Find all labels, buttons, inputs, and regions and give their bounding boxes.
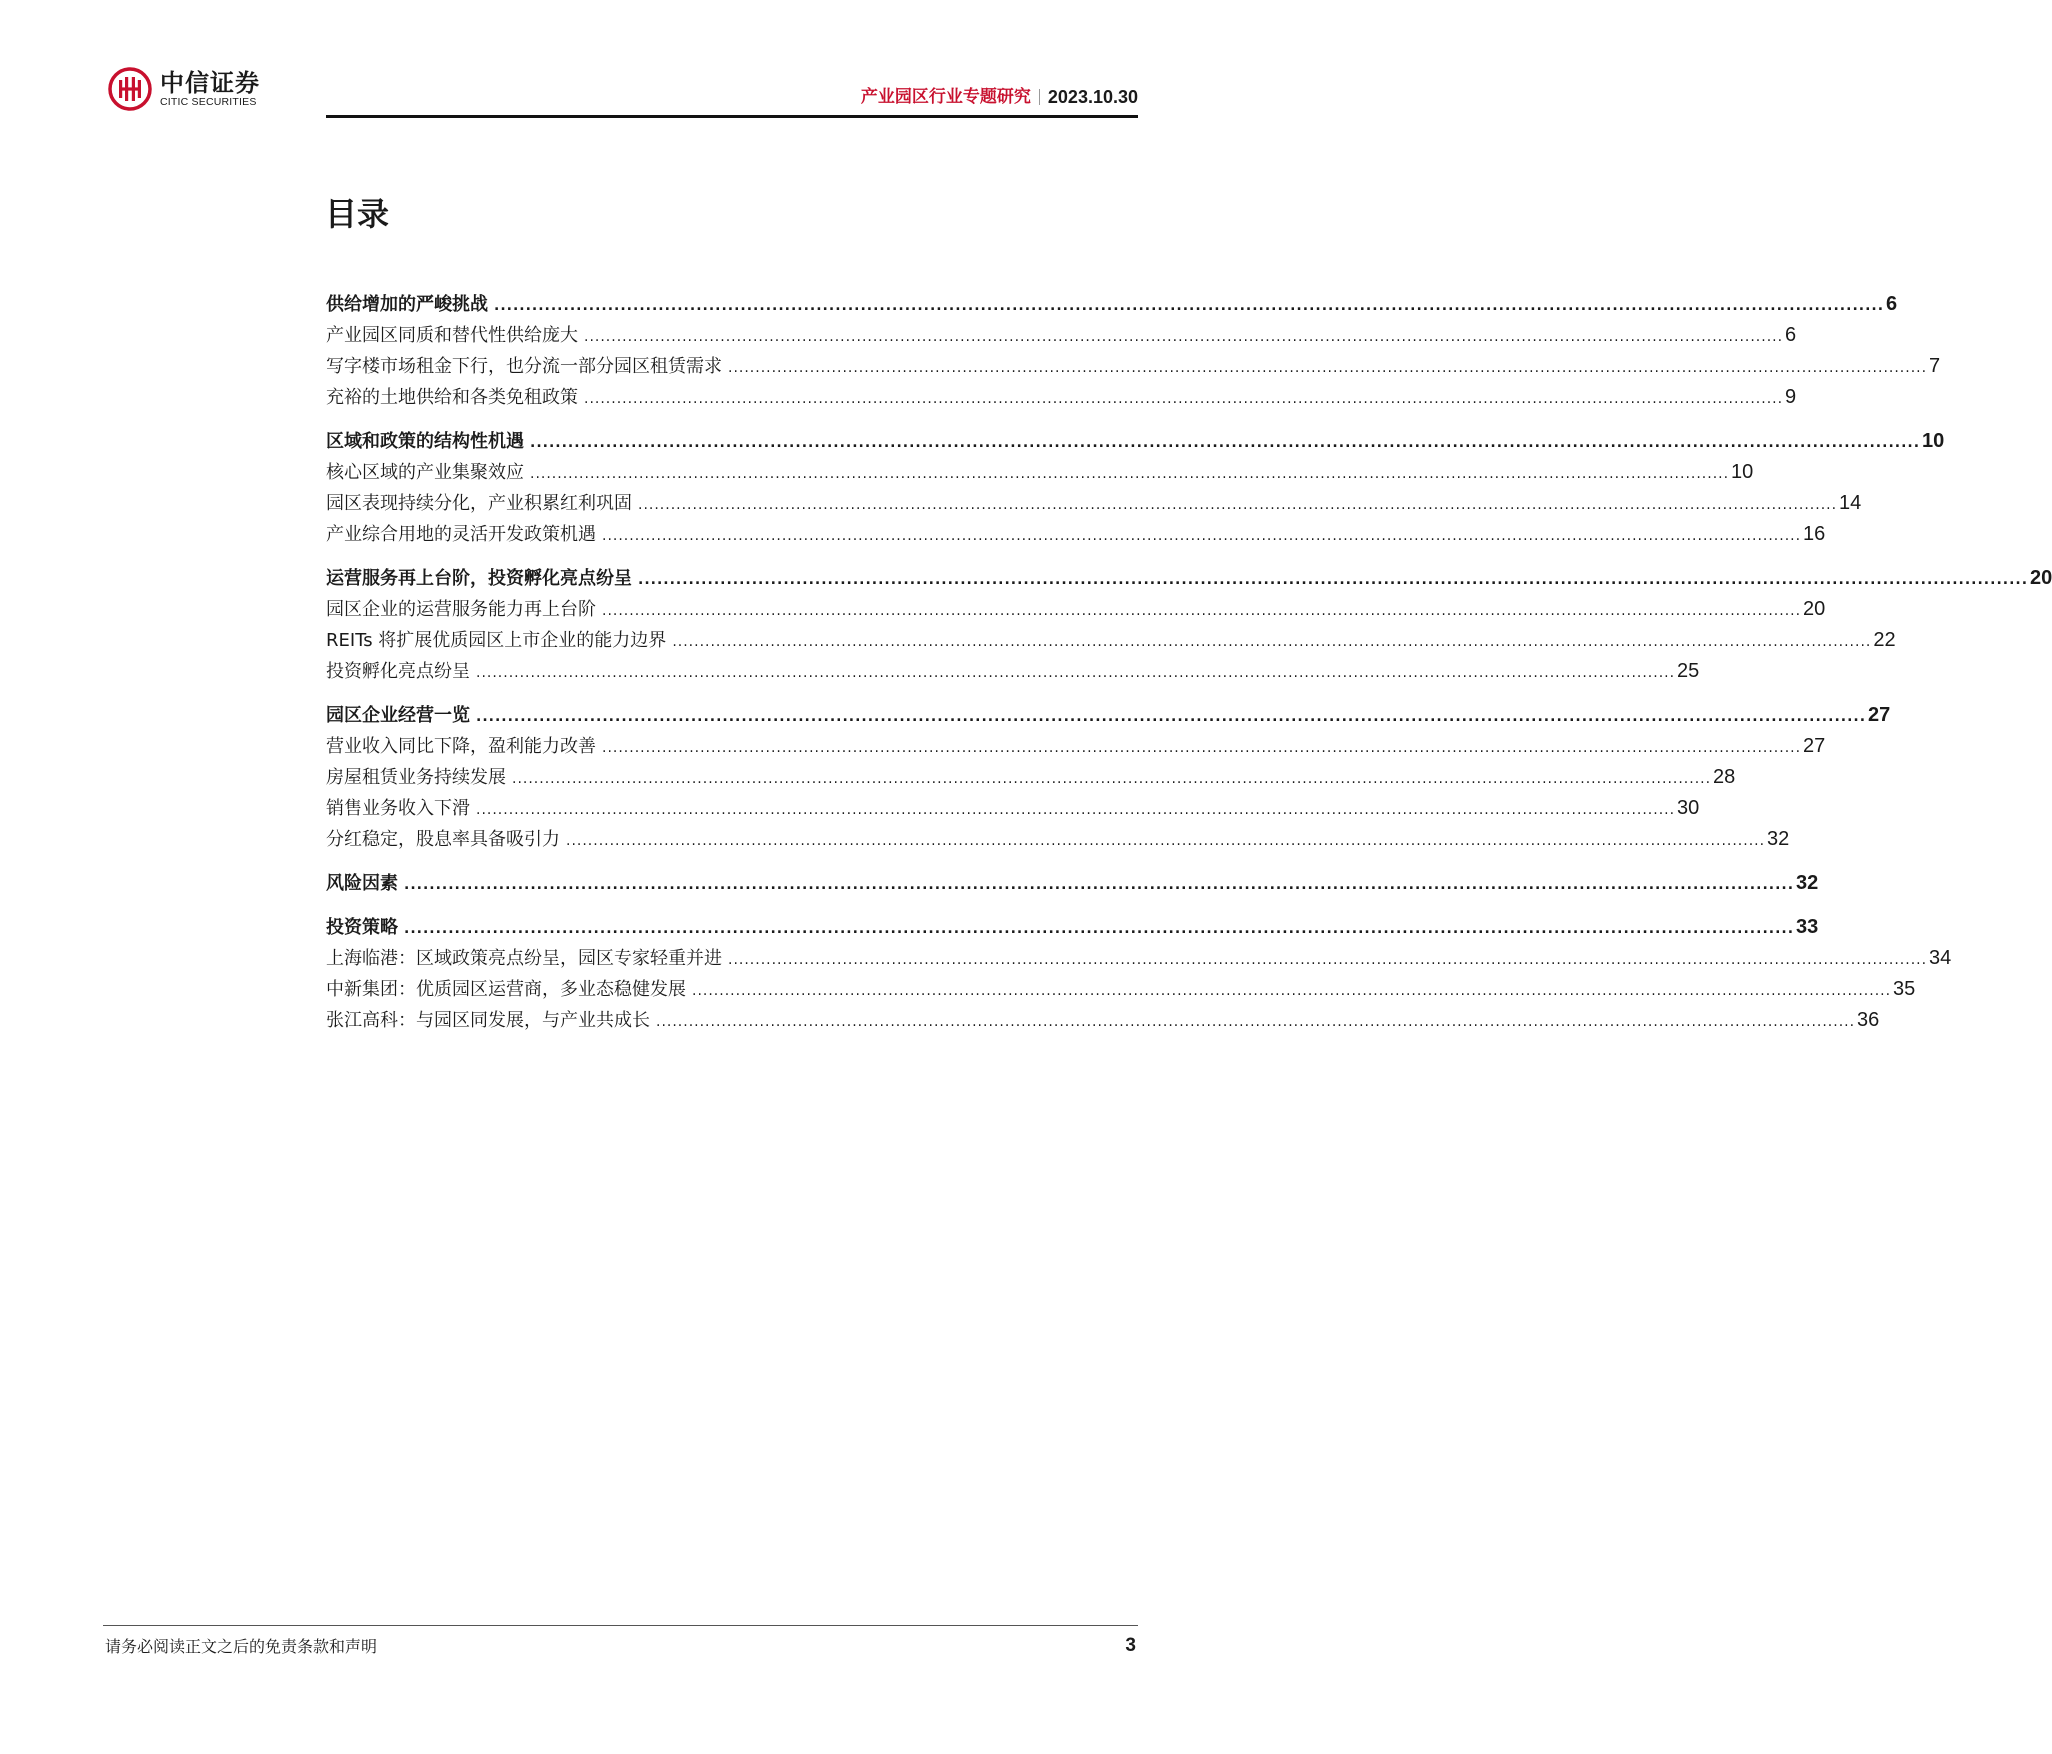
toc-leader: ............................................................................................................................................................................................................................ <box>638 497 1838 513</box>
toc-leader: ............................................................................................................................................................................................................................ <box>476 802 1676 818</box>
toc-entry-label: 核心区域的产业集聚效应 <box>326 462 524 483</box>
toc-entry-page: 25 <box>1677 660 1700 682</box>
toc-entry-label: 园区企业经营一览 <box>326 705 470 726</box>
toc-entry-label: 充裕的土地供给和各类免租政策 <box>326 387 578 408</box>
toc-entry-label: 张江高科：与园区同发展，与产业共成长 <box>326 1010 650 1031</box>
toc-section <box>326 867 1819 899</box>
toc-entry-level2[interactable] <box>326 1005 1880 1036</box>
toc-entry-page: 16 <box>1803 523 1826 545</box>
toc-entry-level2[interactable] <box>326 519 1826 550</box>
toc-entry-page: 6 <box>1785 324 1797 346</box>
toc-entry-label: 区域和政策的结构性机遇 <box>326 431 524 452</box>
toc-entry-level2[interactable] <box>326 943 1952 974</box>
toc-leader: ............................................................................................................................................................................................................................ <box>656 1014 1856 1030</box>
toc-entry-level2[interactable] <box>326 457 1754 488</box>
toc-leader: ............................................................................................................................................................................................................................ <box>602 740 1802 756</box>
toc-entry-label: REITs 将扩展优质园区上市企业的能力边界 <box>326 630 667 651</box>
toc-entry-page: 10 <box>1922 430 1945 452</box>
toc-section <box>326 699 1891 855</box>
toc-entry-level2[interactable] <box>326 320 1797 351</box>
toc-entry-label: 运营服务再上台阶，投资孵化亮点纷呈 <box>326 568 632 589</box>
toc-leader: ............................................................................................................................................................................................................................ <box>530 466 1730 482</box>
toc-entry-level2[interactable] <box>326 351 1941 382</box>
toc-entry-label: 产业综合用地的灵活开发政策机遇 <box>326 524 596 545</box>
toc-entry-level2[interactable] <box>326 793 1700 824</box>
logo-chinese-name: 中信证券 <box>160 68 260 97</box>
page-number: 3 <box>1125 1635 1136 1656</box>
report-name: 产业园区行业专题研究 <box>860 87 1031 107</box>
toc-entry-level1[interactable] <box>326 867 1819 899</box>
toc-entry-page: 32 <box>1796 872 1819 894</box>
footer-disclaimer: 请务必阅读正文之后的免责条款和声明 <box>105 1637 378 1656</box>
toc-leader: ............................................................................................................................................................................................................................ <box>602 603 1802 619</box>
toc-entry-level2[interactable] <box>326 824 1790 855</box>
toc-entry-page: 30 <box>1677 797 1700 819</box>
toc-entry-label: 写字楼市场租金下行，也分流一部分园区租赁需求 <box>326 356 722 377</box>
toc-entry-label: 供给增加的严峻挑战 <box>326 294 488 315</box>
toc-entry-level2[interactable] <box>326 382 1797 413</box>
toc-entry-label: 中新集团：优质园区运营商，多业态稳健发展 <box>326 979 686 1000</box>
toc-entry-label: 风险因素 <box>326 873 398 894</box>
toc-entry-level2[interactable] <box>326 594 1826 625</box>
toc-entry-label: 投资孵化亮点纷呈 <box>326 661 470 682</box>
toc-leader: ............................................................................................................................................................................................................................ <box>404 877 1795 893</box>
toc-entry-level2[interactable] <box>326 762 1736 793</box>
toc-entry-level2[interactable] <box>326 731 1826 762</box>
toc-entry-page: 32 <box>1767 828 1790 850</box>
toc-entry-page: 20 <box>2030 567 2052 589</box>
toc-leader: ............................................................................................................................................................................................................................ <box>404 921 1795 937</box>
toc-entry-level2[interactable] <box>326 488 1862 519</box>
report-header <box>861 86 1138 108</box>
toc-entry-label: 投资策略 <box>326 917 398 938</box>
toc-entry-page: 34 <box>1929 947 1952 969</box>
toc-leader: ............................................................................................................................................................................................................................ <box>584 329 1784 345</box>
toc-section <box>326 911 1952 1036</box>
toc-entry-page: 20 <box>1803 598 1826 620</box>
toc-entry-page: 22 <box>1873 629 1896 651</box>
toc-entry-label: 园区表现持续分化，产业积累红利巩固 <box>326 493 632 514</box>
toc-leader: ............................................................................................................................................................................................................................ <box>476 709 1867 725</box>
toc-section <box>326 288 1941 413</box>
toc-entry-page: 27 <box>1868 704 1891 726</box>
toc-entry-page: 7 <box>1929 355 1941 377</box>
table-of-contents <box>326 288 2052 1048</box>
report-date: 2023.10.30 <box>1047 87 1138 107</box>
toc-entry-level1[interactable] <box>326 425 1945 457</box>
toc-leader: ............................................................................................................................................................................................................................ <box>494 298 1885 314</box>
toc-entry-level2[interactable] <box>326 656 1700 687</box>
toc-entry-level1[interactable] <box>326 911 1819 943</box>
toc-entry-label: 园区企业的运营服务能力再上台阶 <box>326 599 596 620</box>
toc-entry-page: 33 <box>1796 916 1819 938</box>
citic-emblem-icon <box>108 67 152 111</box>
toc-leader: ............................................................................................................................................................................................................................ <box>476 665 1676 681</box>
toc-entry-page: 14 <box>1839 492 1862 514</box>
toc-leader: ............................................................................................................................................................................................................................ <box>728 952 1928 968</box>
toc-entry-page: 36 <box>1857 1009 1880 1031</box>
toc-entry-page: 6 <box>1886 293 1898 315</box>
toc-entry-page: 28 <box>1713 766 1736 788</box>
toc-section <box>326 425 1945 550</box>
header-divider <box>1039 89 1040 105</box>
toc-entry-label: 销售业务收入下滑 <box>326 798 470 819</box>
toc-leader: ............................................................................................................................................................................................................................ <box>692 983 1892 999</box>
toc-entry-page: 35 <box>1893 978 1916 1000</box>
toc-leader: ............................................................................................................................................................................................................................ <box>512 771 1712 787</box>
toc-entry-label: 房屋租赁业务持续发展 <box>326 767 506 788</box>
toc-entry-label: 营业收入同比下降，盈利能力改善 <box>326 736 596 757</box>
header-rule <box>326 115 1138 118</box>
toc-entry-label: 上海临港：区域政策亮点纷呈，园区专家轻重并进 <box>326 948 722 969</box>
page-title: 目录 <box>325 195 390 233</box>
toc-entry-page: 9 <box>1785 386 1797 408</box>
toc-leader: ............................................................................................................................................................................................................................ <box>728 360 1928 376</box>
toc-entry-level1[interactable] <box>326 562 2052 594</box>
toc-entry-page: 27 <box>1803 735 1826 757</box>
toc-leader: ............................................................................................................................................................................................................................ <box>638 572 2029 588</box>
footer-rule <box>103 1625 1138 1626</box>
toc-leader: ............................................................................................................................................................................................................................ <box>584 391 1784 407</box>
toc-entry-label: 产业园区同质和替代性供给庞大 <box>326 325 578 346</box>
toc-leader: ............................................................................................................................................................................................................................ <box>672 634 1872 650</box>
toc-entry-page: 10 <box>1731 461 1754 483</box>
logo-english-name: CITIC SECURITIES <box>160 95 257 108</box>
toc-entry-label: 分红稳定，股息率具备吸引力 <box>326 829 560 850</box>
toc-entry-level1[interactable] <box>326 699 1891 731</box>
toc-leader: ............................................................................................................................................................................................................................ <box>566 833 1766 849</box>
toc-entry-level2[interactable] <box>326 625 1896 656</box>
toc-entry-level1[interactable] <box>326 288 1898 320</box>
toc-section <box>326 562 2052 687</box>
citic-logo <box>108 66 260 112</box>
toc-leader: ............................................................................................................................................................................................................................ <box>530 435 1921 451</box>
toc-entry-level2[interactable] <box>326 974 1916 1005</box>
toc-leader: ............................................................................................................................................................................................................................ <box>602 528 1802 544</box>
